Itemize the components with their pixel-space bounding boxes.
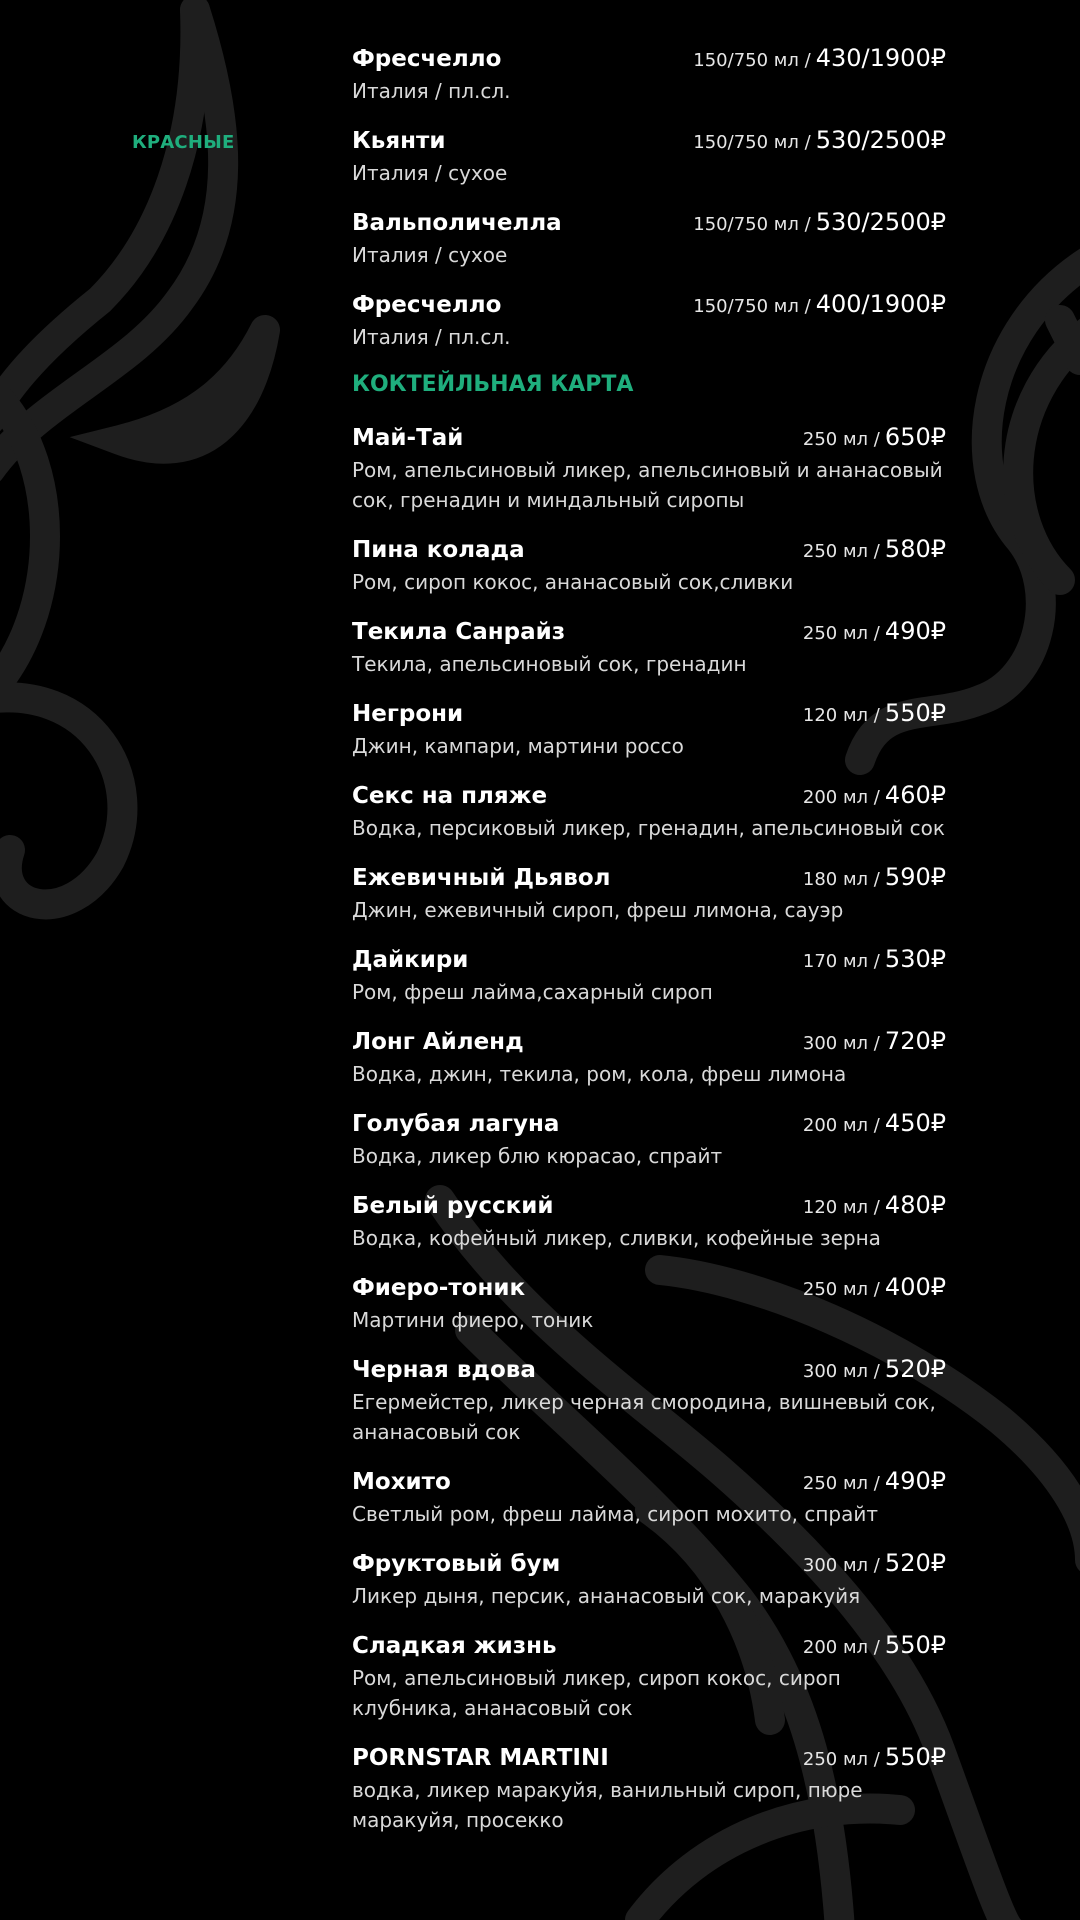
item-price bbox=[693, 44, 946, 72]
item-description: Ром, апельсиновый ликер, апельсиновый и ананасовый сок, гренадин и миндальный сиропы bbox=[352, 458, 943, 512]
item-name: Дайкири bbox=[352, 947, 469, 973]
item-name: Текила Санрайз bbox=[352, 619, 566, 645]
item-description: Водка, персиковый ликер, гренадин, апельсиновый сок bbox=[352, 816, 945, 840]
item-price bbox=[803, 1273, 946, 1301]
menu-item-header bbox=[352, 423, 946, 451]
item-name: Негрони bbox=[352, 701, 464, 727]
menu-item-header bbox=[352, 1467, 946, 1495]
menu-item bbox=[352, 945, 946, 1007]
menu-item-header bbox=[352, 617, 946, 645]
menu-item-header bbox=[352, 1743, 946, 1771]
item-description: Мартини фиеро, тоник bbox=[352, 1308, 594, 1332]
menu-list bbox=[352, 44, 946, 1855]
item-amount: 460₽ bbox=[884, 781, 946, 809]
item-volume: 200 мл / bbox=[802, 787, 880, 808]
item-price bbox=[693, 208, 946, 236]
item-description: Водка, кофейный ликер, сливки, кофейные зерна bbox=[352, 1226, 881, 1250]
menu-item bbox=[352, 699, 946, 761]
menu-item bbox=[352, 1355, 946, 1447]
item-price bbox=[803, 1549, 946, 1577]
item-description: Егермейстер, ликер черная смородина, вишневый сок, ананасовый сок bbox=[352, 1390, 936, 1444]
menu-item bbox=[352, 1273, 946, 1335]
item-description: Ром, фреш лайма,сахарный сироп bbox=[352, 980, 713, 1004]
item-volume: 120 мл / bbox=[802, 705, 880, 726]
menu-item bbox=[352, 1109, 946, 1171]
item-name: Фресчелло bbox=[352, 292, 502, 318]
item-name: Секс на пляже bbox=[352, 783, 548, 809]
item-volume: 150/750 мл / bbox=[693, 214, 811, 235]
item-name: Фруктовый бум bbox=[352, 1551, 561, 1577]
item-name: Кьянти bbox=[352, 128, 446, 154]
item-amount: 490₽ bbox=[884, 617, 946, 645]
menu-item-header bbox=[352, 1109, 946, 1137]
item-description: Ром, апельсиновый ликер, сироп кокос, сироп клубника, ананасовый сок bbox=[352, 1666, 841, 1720]
menu-item bbox=[352, 290, 946, 352]
item-amount: 650₽ bbox=[884, 423, 946, 451]
menu-item-header bbox=[352, 863, 946, 891]
item-price bbox=[803, 1631, 946, 1659]
section-label-red: КРАСНЫЕ bbox=[132, 132, 235, 153]
menu-item bbox=[352, 1743, 946, 1835]
item-volume: 200 мл / bbox=[802, 1115, 880, 1136]
item-volume: 200 мл / bbox=[802, 1637, 880, 1658]
menu-item bbox=[352, 423, 946, 515]
item-volume: 250 мл / bbox=[802, 1473, 880, 1494]
menu-item bbox=[352, 863, 946, 925]
item-amount: 520₽ bbox=[884, 1355, 946, 1383]
menu-item bbox=[352, 126, 946, 188]
item-amount: 530₽ bbox=[884, 945, 946, 973]
item-amount: 550₽ bbox=[884, 1631, 946, 1659]
item-name: Ежевичный Дьявол bbox=[352, 865, 611, 891]
item-description: Италия / пл.сл. bbox=[352, 325, 511, 349]
menu-item bbox=[352, 1191, 946, 1253]
item-price bbox=[803, 699, 946, 727]
cocktail-list bbox=[352, 423, 946, 1835]
item-description: Водка, джин, текила, ром, кола, фреш лимона bbox=[352, 1062, 847, 1086]
item-description: Светлый ром, фреш лайма, сироп мохито, спрайт bbox=[352, 1502, 879, 1526]
item-amount: 430/1900₽ bbox=[815, 44, 946, 72]
item-name: Голубая лагуна bbox=[352, 1111, 560, 1137]
item-price bbox=[803, 1467, 946, 1495]
item-name: Черная вдова bbox=[352, 1357, 536, 1383]
item-description: водка, ликер маракуйя, ванильный сироп, пюре маракуйя, просекко bbox=[352, 1778, 863, 1832]
item-name: Фиеро-тоник bbox=[352, 1275, 526, 1301]
item-amount: 580₽ bbox=[884, 535, 946, 563]
menu-item bbox=[352, 781, 946, 843]
item-amount: 720₽ bbox=[884, 1027, 946, 1055]
item-volume: 300 мл / bbox=[802, 1361, 880, 1382]
item-volume: 250 мл / bbox=[802, 1749, 880, 1770]
item-volume: 300 мл / bbox=[802, 1033, 880, 1054]
item-name: Май-Тай bbox=[352, 425, 464, 451]
item-name: Белый русский bbox=[352, 1193, 554, 1219]
menu-item-header bbox=[352, 535, 946, 563]
item-price bbox=[693, 290, 946, 318]
item-name: Сладкая жизнь bbox=[352, 1633, 557, 1659]
item-price bbox=[803, 1191, 946, 1219]
item-price bbox=[803, 945, 946, 973]
item-volume: 250 мл / bbox=[802, 1279, 880, 1300]
item-description: Италия / сухое bbox=[352, 161, 508, 185]
menu-item bbox=[352, 208, 946, 270]
item-amount: 480₽ bbox=[884, 1191, 946, 1219]
item-price bbox=[693, 126, 946, 154]
item-volume: 250 мл / bbox=[802, 429, 880, 450]
item-amount: 400/1900₽ bbox=[815, 290, 946, 318]
menu-item-header bbox=[352, 1355, 946, 1383]
item-name: Лонг Айленд bbox=[352, 1029, 524, 1055]
item-amount: 400₽ bbox=[884, 1273, 946, 1301]
item-amount: 490₽ bbox=[884, 1467, 946, 1495]
item-description: Ликер дыня, персик, ананасовый сок, маракуйя bbox=[352, 1584, 861, 1608]
item-amount: 530/2500₽ bbox=[815, 126, 946, 154]
menu-item-header bbox=[352, 1273, 946, 1301]
item-volume: 120 мл / bbox=[802, 1197, 880, 1218]
item-name: Вальполичелла bbox=[352, 210, 562, 236]
item-price bbox=[803, 535, 946, 563]
menu-item-header bbox=[352, 44, 946, 72]
item-description: Водка, ликер блю кюрасао, спрайт bbox=[352, 1144, 723, 1168]
menu-item-header bbox=[352, 1549, 946, 1577]
menu-item bbox=[352, 617, 946, 679]
item-price bbox=[803, 781, 946, 809]
item-name: Мохито bbox=[352, 1469, 451, 1495]
item-price bbox=[803, 1743, 946, 1771]
item-name: PORNSTAR MARTINI bbox=[352, 1745, 609, 1771]
menu-item-header bbox=[352, 945, 946, 973]
item-amount: 550₽ bbox=[884, 1743, 946, 1771]
item-price bbox=[803, 1027, 946, 1055]
menu-item-header bbox=[352, 781, 946, 809]
item-amount: 530/2500₽ bbox=[815, 208, 946, 236]
item-name: Пина колада bbox=[352, 537, 525, 563]
item-description: Италия / сухое bbox=[352, 243, 508, 267]
item-price bbox=[803, 1109, 946, 1137]
item-volume: 300 мл / bbox=[802, 1555, 880, 1576]
menu-item-header bbox=[352, 1191, 946, 1219]
item-amount: 550₽ bbox=[884, 699, 946, 727]
item-volume: 170 мл / bbox=[802, 951, 880, 972]
item-name: Фресчелло bbox=[352, 46, 502, 72]
item-volume: 150/750 мл / bbox=[693, 50, 811, 71]
item-volume: 150/750 мл / bbox=[693, 132, 811, 153]
menu-item bbox=[352, 1549, 946, 1611]
item-price bbox=[803, 423, 946, 451]
menu-item bbox=[352, 535, 946, 597]
menu-item bbox=[352, 1027, 946, 1089]
item-amount: 520₽ bbox=[884, 1549, 946, 1577]
item-volume: 180 мл / bbox=[802, 869, 880, 890]
menu-item bbox=[352, 1631, 946, 1723]
cocktail-section-title: КОКТЕЙЛЬНАЯ КАРТА bbox=[352, 372, 634, 397]
menu-item-header bbox=[352, 1027, 946, 1055]
item-volume: 250 мл / bbox=[802, 623, 880, 644]
menu-item-header bbox=[352, 1631, 946, 1659]
item-description: Текила, апельсиновый сок, гренадин bbox=[352, 652, 747, 676]
item-description: Ром, сироп кокос, ананасовый сок,сливки bbox=[352, 570, 794, 594]
menu-item-header bbox=[352, 126, 946, 154]
menu-item bbox=[352, 1467, 946, 1529]
item-volume: 150/750 мл / bbox=[693, 296, 811, 317]
item-description: Джин, ежевичный сироп, фреш лимона, сауэр bbox=[352, 898, 844, 922]
item-price bbox=[803, 863, 946, 891]
item-description: Италия / пл.сл. bbox=[352, 79, 511, 103]
menu-item-header bbox=[352, 290, 946, 318]
item-amount: 590₽ bbox=[884, 863, 946, 891]
item-amount: 450₽ bbox=[884, 1109, 946, 1137]
item-volume: 250 мл / bbox=[802, 541, 880, 562]
item-price bbox=[803, 1355, 946, 1383]
wine-list bbox=[352, 44, 946, 352]
menu-item-header bbox=[352, 699, 946, 727]
menu-item-header bbox=[352, 208, 946, 236]
item-price bbox=[803, 617, 946, 645]
menu-item bbox=[352, 44, 946, 106]
item-description: Джин, кампари, мартини россо bbox=[352, 734, 684, 758]
